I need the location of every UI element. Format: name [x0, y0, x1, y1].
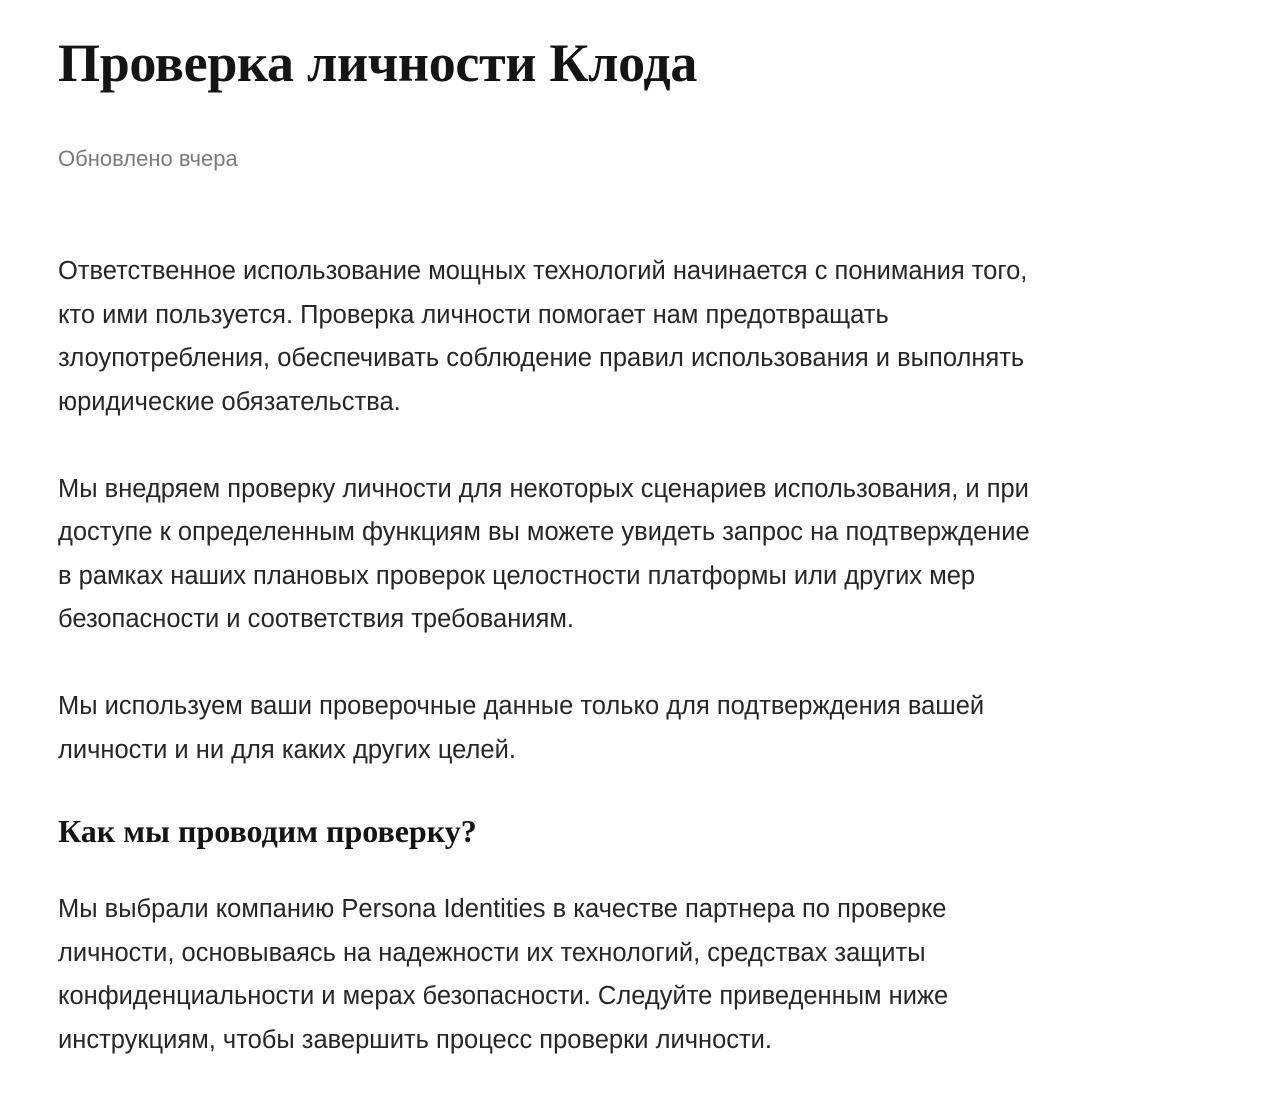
paragraph: [58, 468, 1030, 642]
paragraph-line: юридические обязательства.: [58, 387, 401, 416]
paragraph-line: кто ими пользуется. Проверка личности помогает нам предотвращать: [58, 300, 889, 329]
paragraph-line: личности, основываясь на надежности их технологий, средствах защиты: [58, 938, 926, 967]
paragraph-line: Мы внедряем проверку личности для некоторых сценариев использования, и при: [58, 474, 1029, 503]
paragraph-line: конфиденциальности и мерах безопасности. Следуйте приведенным ниже: [58, 982, 949, 1010]
page-title: Проверка личности Клода: [58, 33, 698, 93]
paragraph-line: в рамках наших плановых проверок целостности платформы или других мер: [58, 561, 976, 590]
section-body: [58, 888, 948, 1106]
intro-body: [58, 250, 1030, 816]
section-heading: Как мы проводим проверку?: [58, 813, 477, 849]
paragraph: [58, 250, 1030, 424]
paragraph-line: инструкциям, чтобы завершить процесс проверки личности.: [58, 1025, 773, 1054]
updated-date: Обновлено вчера: [58, 146, 238, 171]
paragraph-line: доступе к определенным функциям вы можете увидеть запрос на подтверждение: [58, 518, 1030, 546]
paragraph-line: Ответственное использование мощных технологий начинается с понимания того,: [58, 257, 1028, 285]
paragraph: [58, 888, 948, 1062]
paragraph-line: безопасности и соответствия требованиям.: [58, 605, 574, 633]
paragraph: [58, 685, 1030, 772]
paragraph-line: Мы выбрали компанию Persona Identities в качестве партнера по проверке: [58, 895, 947, 923]
paragraph-line: личности и ни для каких других целей.: [58, 735, 516, 764]
paragraph-line: Мы используем ваши проверочные данные только для подтверждения вашей: [58, 692, 985, 720]
paragraph-line: злоупотребления, обеспечивать соблюдение правил использования и выполнять: [58, 344, 1025, 372]
